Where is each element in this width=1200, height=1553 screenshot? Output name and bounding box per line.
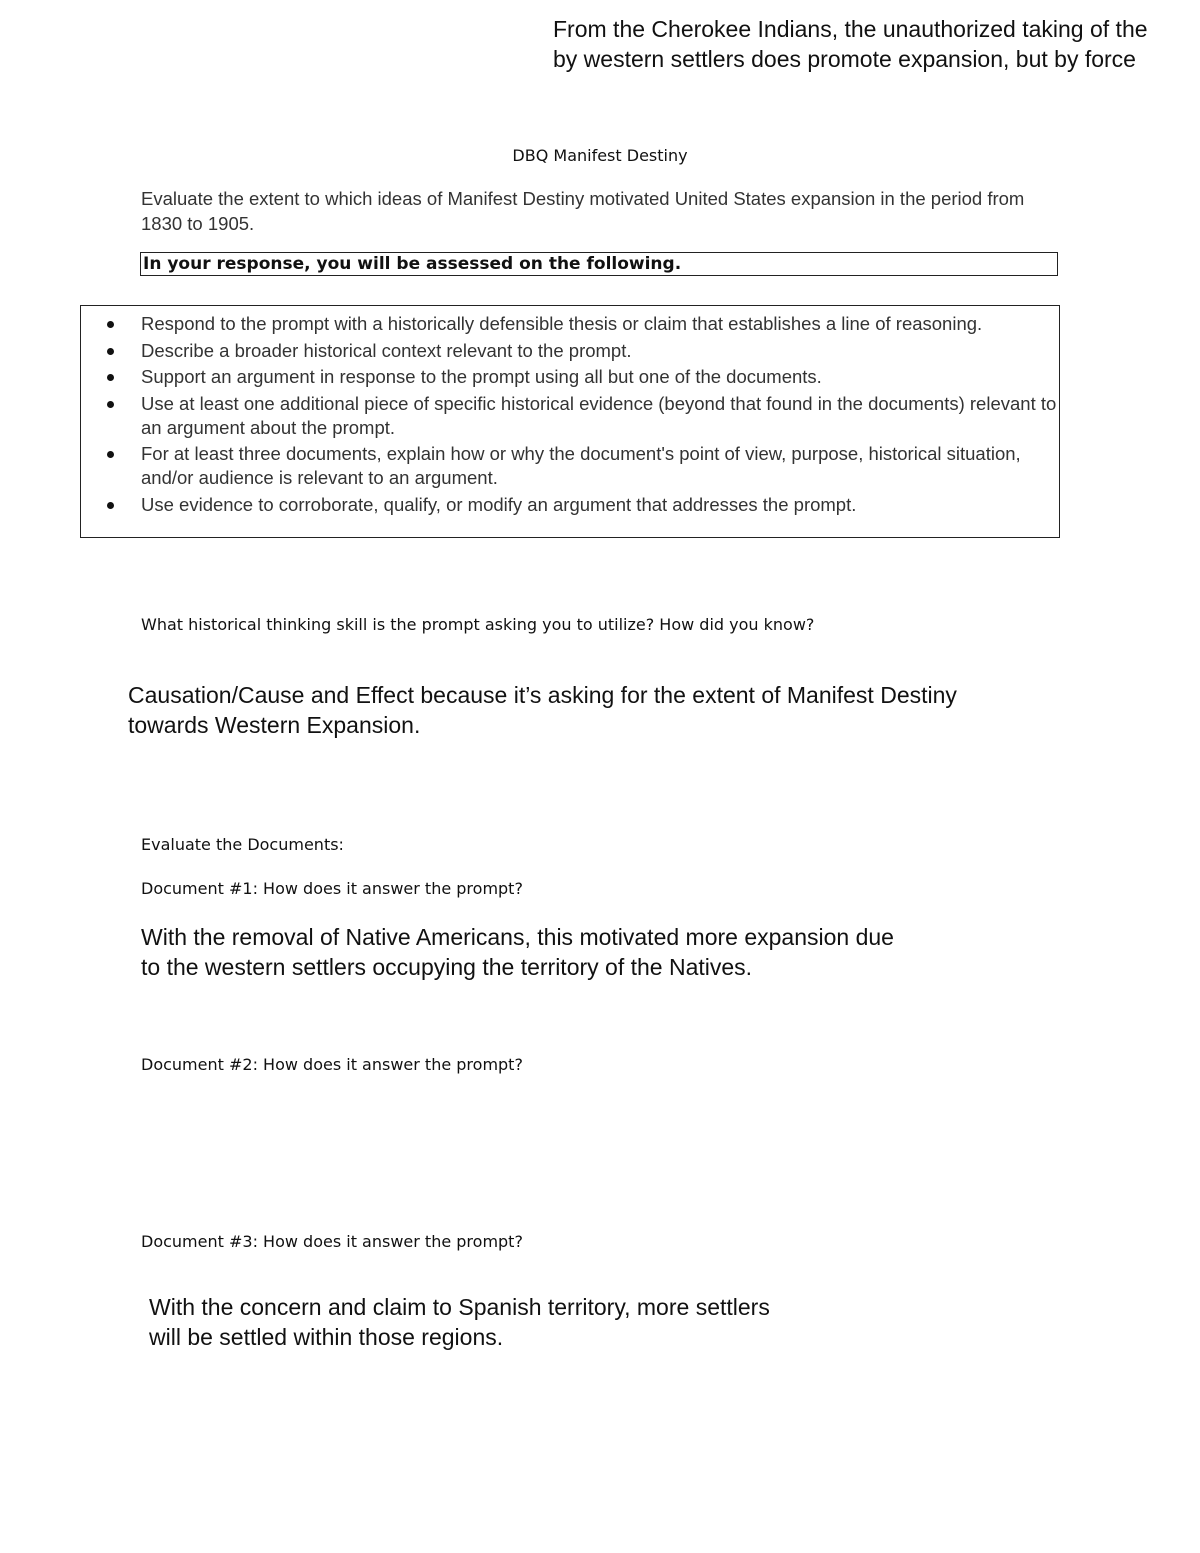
criterion-text: For at least three documents, explain how or why the document's point of view, purpose, historical situation, and/or audience is relevant to an argument.	[141, 443, 1021, 488]
criterion-text: Use evidence to corroborate, qualify, or modify an argument that addresses the prompt.	[141, 493, 857, 515]
top-note-line: From the Cherokee Indians, the unauthorized taking of the	[553, 16, 1148, 42]
criterion-text: Respond to the prompt with a historically defensible thesis or claim that establishes a line of reasoning.	[141, 313, 983, 334]
criteria-list	[81, 312, 1059, 519]
document-3-question: Document #3: How does it answer the prompt?	[141, 1232, 523, 1251]
answer-line: With the removal of Native Americans, this motivated more expansion due	[141, 924, 894, 950]
bullet-icon	[107, 401, 114, 408]
list-item	[81, 442, 1059, 490]
top-note-line: by western settlers does promote expansion, but by force	[553, 46, 1136, 72]
bullet-icon	[107, 451, 114, 458]
dbq-prompt: Evaluate the extent to which ideas of Manifest Destiny motivated United States expansion in the period from 1830 to 1905.	[141, 188, 1025, 234]
skill-question: What historical thinking skill is the prompt asking you to utilize? How did you know?	[141, 615, 815, 634]
answer-line: towards Western Expansion.	[128, 712, 421, 738]
list-item	[81, 392, 1059, 440]
bullet-icon	[107, 374, 114, 381]
assessment-header: In your response, you will be assessed on the following.	[140, 252, 1058, 276]
skill-answer	[128, 680, 957, 740]
page-title: DBQ Manifest Destiny	[512, 146, 688, 165]
criterion-text: Describe a broader historical context relevant to the prompt.	[141, 339, 632, 361]
document-1-question: Document #1: How does it answer the prompt?	[141, 879, 523, 898]
evaluate-heading: Evaluate the Documents:	[141, 835, 344, 854]
list-item	[81, 365, 1059, 389]
criteria-box	[80, 305, 1060, 538]
answer-line: With the concern and claim to Spanish territory, more settlers	[149, 1294, 770, 1320]
criterion-text: Use at least one additional piece of specific historical evidence (beyond that found in the documents) relevant to an argument about the prompt.	[141, 392, 1057, 438]
criterion-text: Support an argument in response to the prompt using all but one of the documents.	[141, 366, 822, 387]
answer-line: Causation/Cause and Effect because it’s asking for the extent of Manifest Destiny	[128, 682, 957, 708]
document-3-answer	[149, 1292, 770, 1352]
bullet-icon	[107, 502, 114, 509]
answer-line: will be settled within those regions.	[149, 1324, 504, 1350]
list-item	[81, 339, 1059, 363]
document-1-answer	[141, 922, 894, 982]
list-item	[81, 312, 1059, 336]
bullet-icon	[107, 321, 114, 328]
top-note	[553, 14, 1148, 74]
list-item	[81, 493, 1059, 517]
answer-line: to the western settlers occupying the territory of the Natives.	[141, 954, 753, 980]
bullet-icon	[107, 348, 114, 355]
document-2-question: Document #2: How does it answer the prompt?	[141, 1055, 523, 1074]
